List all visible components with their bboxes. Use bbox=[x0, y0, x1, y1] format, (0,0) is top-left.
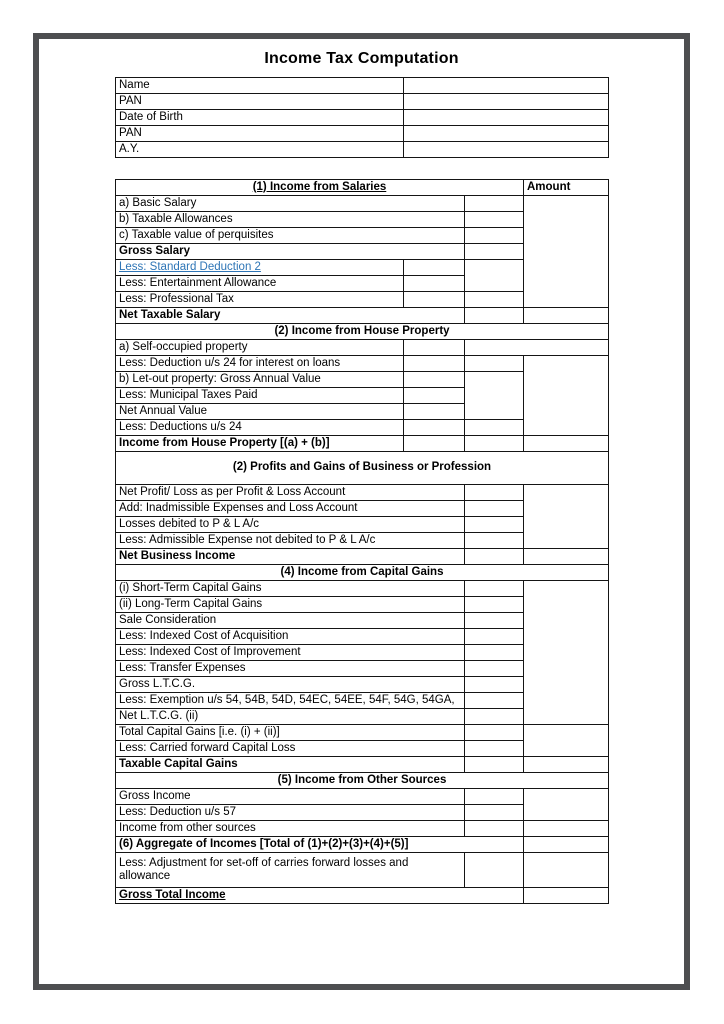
value-cell[interactable] bbox=[465, 340, 609, 356]
section-header: (2) Profits and Gains of Business or Profession bbox=[116, 452, 609, 485]
value-cell[interactable] bbox=[465, 821, 524, 837]
value-cell[interactable] bbox=[465, 308, 524, 324]
income-computation-table bbox=[115, 179, 609, 904]
row-label: Less: Deductions u/s 24 bbox=[116, 420, 404, 436]
value-cell[interactable] bbox=[465, 436, 524, 452]
value-cell[interactable] bbox=[524, 485, 609, 549]
value-cell[interactable] bbox=[465, 517, 524, 533]
value-cell[interactable] bbox=[404, 142, 609, 158]
row-label: A.Y. bbox=[116, 142, 404, 158]
value-cell[interactable] bbox=[404, 340, 465, 356]
value-cell[interactable] bbox=[404, 388, 465, 404]
row-label: PAN bbox=[116, 126, 404, 142]
value-cell[interactable] bbox=[524, 308, 609, 324]
row-label: Less: Deduction u/s 24 for interest on loans bbox=[116, 356, 404, 372]
row-label: Less: Adjustment for set-off of carries forward losses and allowance bbox=[116, 853, 465, 888]
row-label: PAN bbox=[116, 94, 404, 110]
value-cell[interactable] bbox=[465, 597, 524, 613]
value-cell[interactable] bbox=[465, 741, 524, 757]
row-label: Net L.T.C.G. (ii) bbox=[116, 709, 465, 725]
value-cell[interactable] bbox=[404, 94, 609, 110]
row-label: Less: Deduction u/s 57 bbox=[116, 805, 465, 821]
row-label: Less: Municipal Taxes Paid bbox=[116, 388, 404, 404]
row-label: Gross Salary bbox=[116, 244, 465, 260]
table-row bbox=[116, 142, 609, 158]
value-cell[interactable] bbox=[404, 110, 609, 126]
row-label: Less: Exemption u/s 54, 54B, 54D, 54EC, 54EE, 54F, 54G, 54GA, bbox=[116, 693, 465, 709]
row-label: b) Taxable Allowances bbox=[116, 212, 465, 228]
row-label: Gross Total Income bbox=[116, 888, 524, 904]
value-cell[interactable] bbox=[404, 436, 465, 452]
table-row bbox=[116, 308, 609, 324]
value-cell[interactable] bbox=[404, 276, 465, 292]
table-row bbox=[116, 853, 609, 888]
value-cell[interactable] bbox=[524, 757, 609, 773]
table-row bbox=[116, 773, 609, 789]
value-cell[interactable] bbox=[465, 356, 524, 372]
standard-deduction-link[interactable]: Less: Standard Deduction 2 bbox=[119, 260, 261, 273]
table-row bbox=[116, 837, 609, 853]
row-label: a) Basic Salary bbox=[116, 196, 465, 212]
value-cell[interactable] bbox=[465, 677, 524, 693]
value-cell[interactable] bbox=[524, 549, 609, 565]
value-cell[interactable] bbox=[465, 501, 524, 517]
page-border-frame bbox=[33, 33, 690, 990]
row-label: b) Let-out property: Gross Annual Value bbox=[116, 372, 404, 388]
value-cell[interactable] bbox=[404, 420, 465, 436]
row-label: Less: Indexed Cost of Improvement bbox=[116, 645, 465, 661]
row-label: c) Taxable value of perquisites bbox=[116, 228, 465, 244]
table-row bbox=[116, 789, 609, 805]
table-row bbox=[116, 757, 609, 773]
row-label: (6) Aggregate of Incomes [Total of (1)+(2)+(3)+(4)+(5)] bbox=[116, 837, 524, 853]
value-cell[interactable] bbox=[465, 805, 524, 821]
row-label: Sale Consideration bbox=[116, 613, 465, 629]
table-row bbox=[116, 452, 609, 485]
value-cell[interactable] bbox=[404, 404, 465, 420]
value-cell[interactable] bbox=[524, 789, 609, 821]
value-cell[interactable] bbox=[524, 196, 609, 308]
row-label: Less: Entertainment Allowance bbox=[116, 276, 404, 292]
row-label: Income from other sources bbox=[116, 821, 465, 837]
row-label bbox=[116, 260, 404, 276]
value-cell[interactable] bbox=[404, 260, 465, 276]
table-row bbox=[116, 324, 609, 340]
value-cell[interactable] bbox=[465, 196, 524, 212]
value-cell[interactable] bbox=[465, 260, 524, 292]
table-row bbox=[116, 888, 609, 904]
value-cell[interactable] bbox=[465, 549, 524, 565]
value-cell[interactable] bbox=[465, 629, 524, 645]
table-row bbox=[116, 581, 609, 597]
value-cell[interactable] bbox=[465, 533, 524, 549]
row-label: Taxable Capital Gains bbox=[116, 757, 465, 773]
value-cell[interactable] bbox=[404, 292, 465, 308]
value-cell[interactable] bbox=[465, 757, 524, 773]
value-cell[interactable] bbox=[465, 661, 524, 677]
row-label: Net Annual Value bbox=[116, 404, 404, 420]
row-label: Date of Birth bbox=[116, 110, 404, 126]
value-cell[interactable] bbox=[465, 789, 524, 805]
value-cell[interactable] bbox=[465, 420, 524, 436]
table-row bbox=[116, 180, 609, 196]
row-label: Net Taxable Salary bbox=[116, 308, 465, 324]
section-header: (5) Income from Other Sources bbox=[116, 773, 609, 789]
value-cell[interactable] bbox=[465, 244, 524, 260]
value-cell[interactable] bbox=[465, 853, 524, 888]
value-cell[interactable] bbox=[524, 888, 609, 904]
value-cell[interactable] bbox=[465, 693, 524, 709]
row-label: Less: Admissible Expense not debited to P & L A/c bbox=[116, 533, 465, 549]
table-row bbox=[116, 725, 609, 741]
value-cell[interactable] bbox=[465, 212, 524, 228]
row-label: Total Capital Gains [i.e. (i) + (ii)] bbox=[116, 725, 465, 741]
value-cell[interactable] bbox=[404, 356, 465, 372]
value-cell[interactable] bbox=[524, 837, 609, 853]
value-cell[interactable] bbox=[465, 485, 524, 501]
value-cell[interactable] bbox=[404, 78, 609, 94]
value-cell[interactable] bbox=[465, 372, 524, 420]
value-cell[interactable] bbox=[524, 436, 609, 452]
value-cell[interactable] bbox=[465, 645, 524, 661]
table-row bbox=[116, 821, 609, 837]
row-label: (i) Short-Term Capital Gains bbox=[116, 581, 465, 597]
table-row bbox=[116, 94, 609, 110]
value-cell[interactable] bbox=[465, 292, 524, 308]
value-cell[interactable] bbox=[524, 853, 609, 888]
row-label: Name bbox=[116, 78, 404, 94]
row-label: Losses debited to P & L A/c bbox=[116, 517, 465, 533]
value-cell[interactable] bbox=[524, 581, 609, 725]
value-cell[interactable] bbox=[465, 709, 524, 725]
table-row bbox=[116, 485, 609, 501]
table-row bbox=[116, 549, 609, 565]
taxpayer-info-table bbox=[115, 77, 609, 158]
table-row bbox=[116, 78, 609, 94]
row-label: Add: Inadmissible Expenses and Loss Account bbox=[116, 501, 465, 517]
row-label: Income from House Property [(a) + (b)] bbox=[116, 436, 404, 452]
table-row bbox=[116, 196, 609, 212]
page-title: Income Tax Computation bbox=[264, 50, 459, 67]
value-cell[interactable] bbox=[465, 581, 524, 597]
table-row bbox=[116, 126, 609, 142]
row-label: Net Profit/ Loss as per Profit & Loss Account bbox=[116, 485, 465, 501]
row-label: a) Self-occupied property bbox=[116, 340, 404, 356]
value-cell[interactable] bbox=[465, 228, 524, 244]
value-cell[interactable] bbox=[524, 821, 609, 837]
row-label: Less: Carried forward Capital Loss bbox=[116, 741, 465, 757]
section-header: (1) Income from Salaries bbox=[116, 180, 524, 196]
value-cell[interactable] bbox=[465, 725, 524, 741]
row-label: Less: Professional Tax bbox=[116, 292, 404, 308]
row-label: Gross L.T.C.G. bbox=[116, 677, 465, 693]
value-cell[interactable] bbox=[524, 725, 609, 757]
row-label: Net Business Income bbox=[116, 549, 465, 565]
computation-table-body bbox=[116, 180, 609, 904]
section-header: (2) Income from House Property bbox=[116, 324, 609, 340]
table-row bbox=[116, 436, 609, 452]
table-row bbox=[116, 565, 609, 581]
amount-column-header: Amount bbox=[524, 180, 609, 196]
row-label: Less: Transfer Expenses bbox=[116, 661, 465, 677]
value-cell[interactable] bbox=[465, 613, 524, 629]
row-label: (ii) Long-Term Capital Gains bbox=[116, 597, 465, 613]
value-cell[interactable] bbox=[524, 356, 609, 436]
table-row bbox=[116, 356, 609, 372]
row-label: Less: Indexed Cost of Acquisition bbox=[116, 629, 465, 645]
value-cell[interactable] bbox=[404, 126, 609, 142]
section-header: (4) Income from Capital Gains bbox=[116, 565, 609, 581]
value-cell[interactable] bbox=[404, 372, 465, 388]
table-row bbox=[116, 340, 609, 356]
row-label: Gross Income bbox=[116, 789, 465, 805]
table-row bbox=[116, 110, 609, 126]
